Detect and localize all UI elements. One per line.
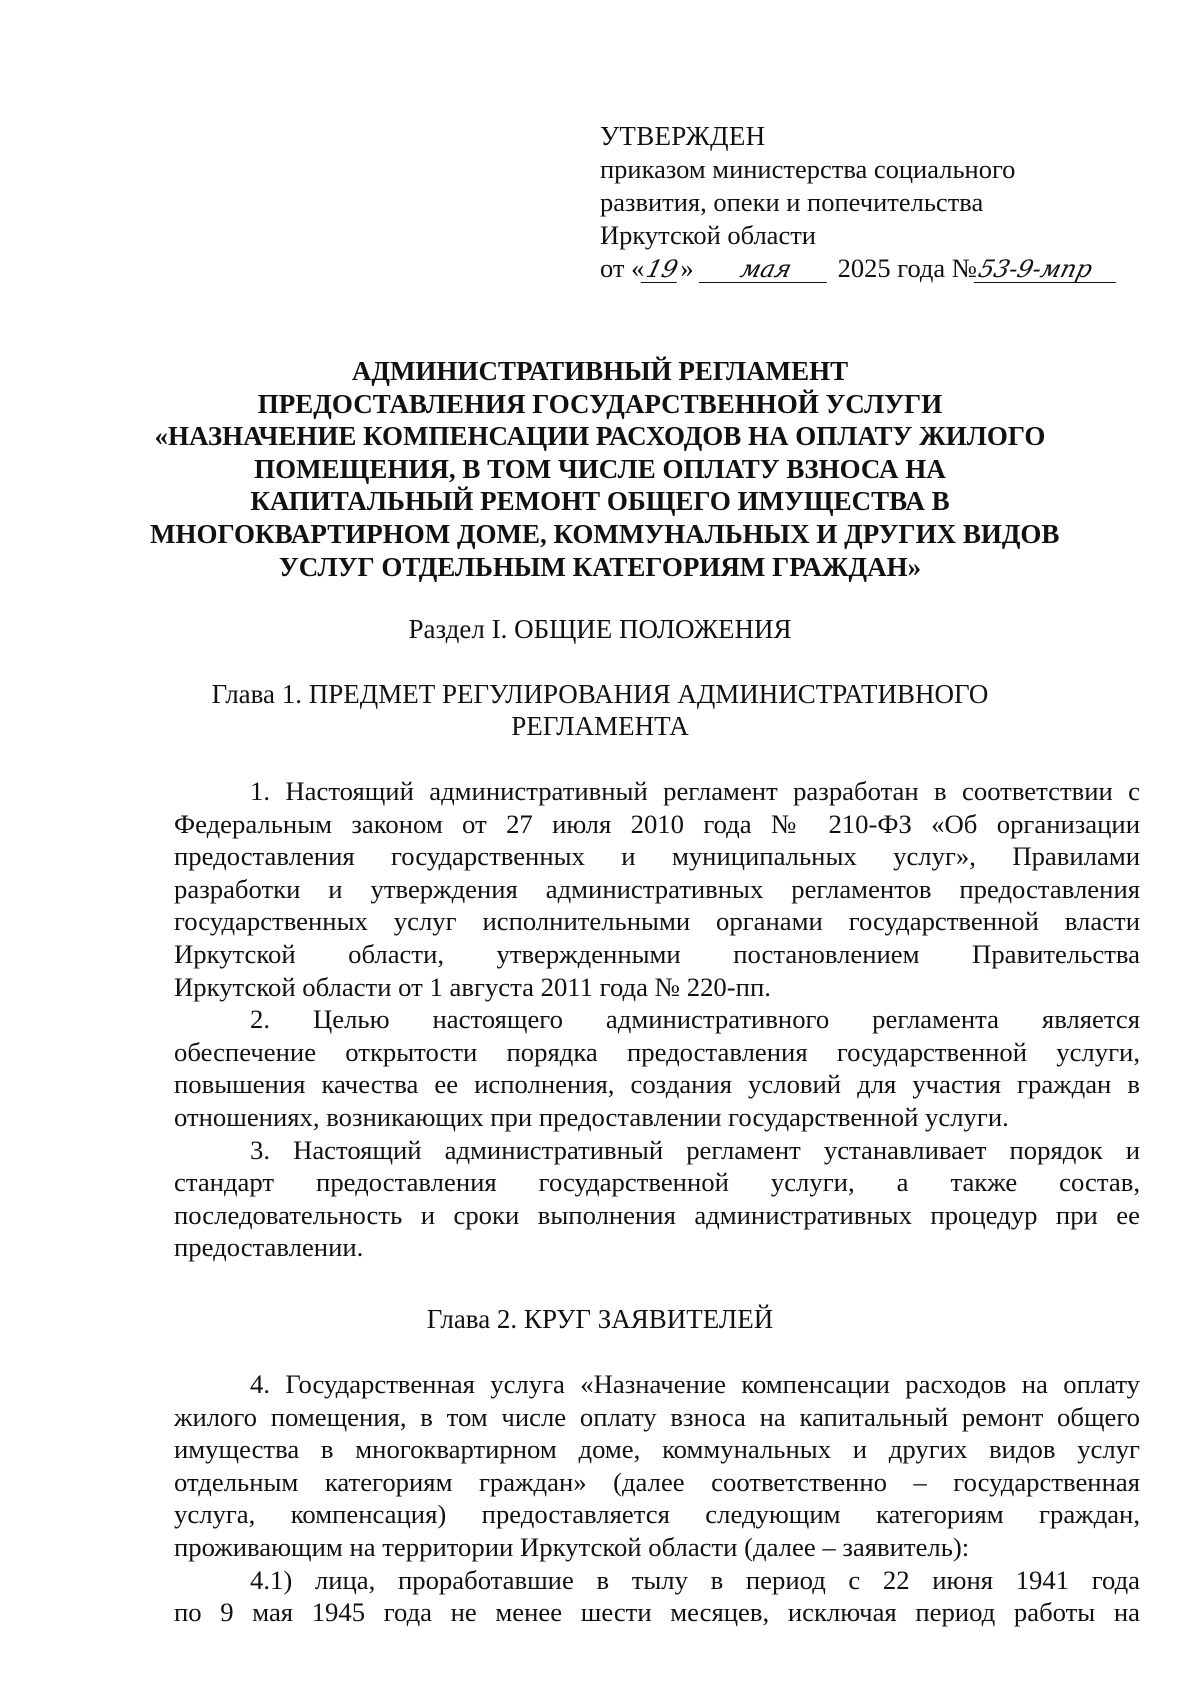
paragraph-2 [174,1003,1140,1133]
paragraph-line: 4.1) лица, проработавшие в тылу в период с 22 июня 1941 года [250,1564,1140,1595]
paragraph-line: последовательность и сроки выполнения административных процедур при ее [174,1199,1140,1230]
title-line: УСЛУГ ОТДЕЛЬНЫМ КАТЕГОРИЯМ ГРАЖДАН» [278,551,922,582]
paragraph-line: 2. Целью настоящего административного регламента является [250,1004,1140,1035]
chapter-2-body [174,1368,1140,1629]
paragraph-line: по 9 мая 1945 года не менее шести месяцев, исключая период работы на [174,1597,1140,1628]
paragraph-4 [174,1368,1140,1564]
date-day-close: » [680,253,694,283]
title-line: «НАЗНАЧЕНИЕ КОМПЕНСАЦИИ РАСХОДОВ НА ОПЛАТУ ЖИЛОГО [154,421,1046,452]
paragraph-line: обеспечение открытости порядка предоставления государственной услуги, [174,1036,1140,1067]
title-line: МНОГОКВАРТИРНОМ ДОМЕ, КОММУНАЛЬНЫХ И ДРУГИХ ВИДОВ [150,518,1060,549]
paragraph-line: отношениях, возникающих при предоставлении государственной услуги. [174,1101,1009,1132]
date-year-text: 2025 года № [837,253,978,283]
chapter-1-body [174,775,1140,1264]
approval-line: Иркутской области [600,220,816,250]
paragraph-line: стандарт предоставления государственной услуги, а также состав, [174,1167,1140,1198]
chapter-1-heading-line: РЕГЛАМЕНТА [511,711,689,741]
title-line: КАПИТАЛЬНЫЙ РЕМОНТ ОБЩЕГО ИМУЩЕСТВА В [250,486,950,517]
paragraph-line: Федеральным законом от 27 июля 2010 года № 210-ФЗ «Об организации [174,808,1140,839]
paragraph-1 [174,775,1140,1003]
handwritten-order-number: 53-9-мпр [974,256,1123,283]
approval-block [600,120,1140,285]
approval-line: развития, опеки и попечительства [600,187,984,217]
paragraph-line: жилого помещения, в том числе оплату взноса на капитальный ремонт общего [174,1401,1140,1432]
paragraph-line: разработки и утверждения административных регламентов предоставления [174,873,1140,904]
title-line: АДМИНИСТРАТИВНЫЙ РЕГЛАМЕНТ [351,356,849,386]
paragraph-line: 4. Государственная услуга «Назначение компенсации расходов на оплату [250,1369,1140,1399]
chapter-2-heading: Глава 2. КРУГ ЗАЯВИТЕЛЕЙ [426,1304,774,1334]
chapter-1-heading-line: Глава 1. ПРЕДМЕТ РЕГУЛИРОВАНИЯ АДМИНИСТРАТИВНОГО [211,679,989,709]
paragraph-line: 1. Настоящий административный регламент разработан в соответствии с [250,776,1140,806]
handwritten-month: мая [698,256,833,283]
paragraph-line: услуга, компенсация) предоставляется следующим категориям граждан, [174,1499,1140,1530]
paragraph-line: Иркутской области от 1 августа 2011 года № 220-пп. [174,971,771,1002]
paragraph-line: повышения качества ее исполнения, создания условий для участия граждан в [174,1069,1140,1100]
paragraph-4-1 [174,1564,1140,1629]
paragraph-line: предоставлении. [174,1232,364,1263]
paragraph-line: государственных услуг исполнительными органами государственной власти [174,906,1140,937]
paragraph-3 [174,1134,1140,1264]
approval-date-line [600,252,1140,285]
approval-heading: УТВЕРЖДЕН [600,121,766,151]
paragraph-line: предоставления государственных и муниципальных услуг», Правилами [174,841,1140,872]
title-line: ПОМЕЩЕНИЯ, В ТОМ ЧИСЛЕ ОПЛАТУ ВЗНОСА НА [254,453,946,484]
handwritten-day: 19 [641,256,684,283]
paragraph-line: отдельным категориям граждан» (далее соответственно – государственная [174,1466,1140,1497]
paragraph-line: 3. Настоящий административный регламент устанавливает порядок и [250,1134,1140,1165]
date-prefix: от « [600,253,645,283]
approval-line: приказом министерства социального [600,154,1016,184]
paragraph-line: проживающим на территории Иркутской области (далее – заявитель): [174,1531,970,1562]
section-heading: Раздел I. ОБЩИЕ ПОЛОЖЕНИЯ [408,614,792,644]
document-title [150,355,1060,583]
chapter-1-heading [150,678,1050,742]
title-line: ПРЕДОСТАВЛЕНИЯ ГОСУДАРСТВЕННОЙ УСЛУГИ [257,388,943,419]
paragraph-line: имущества в многоквартирном доме, коммунальных и других видов услуг [174,1434,1140,1465]
paragraph-line: Иркутской области, утвержденными постановлением Правительства [174,938,1140,969]
